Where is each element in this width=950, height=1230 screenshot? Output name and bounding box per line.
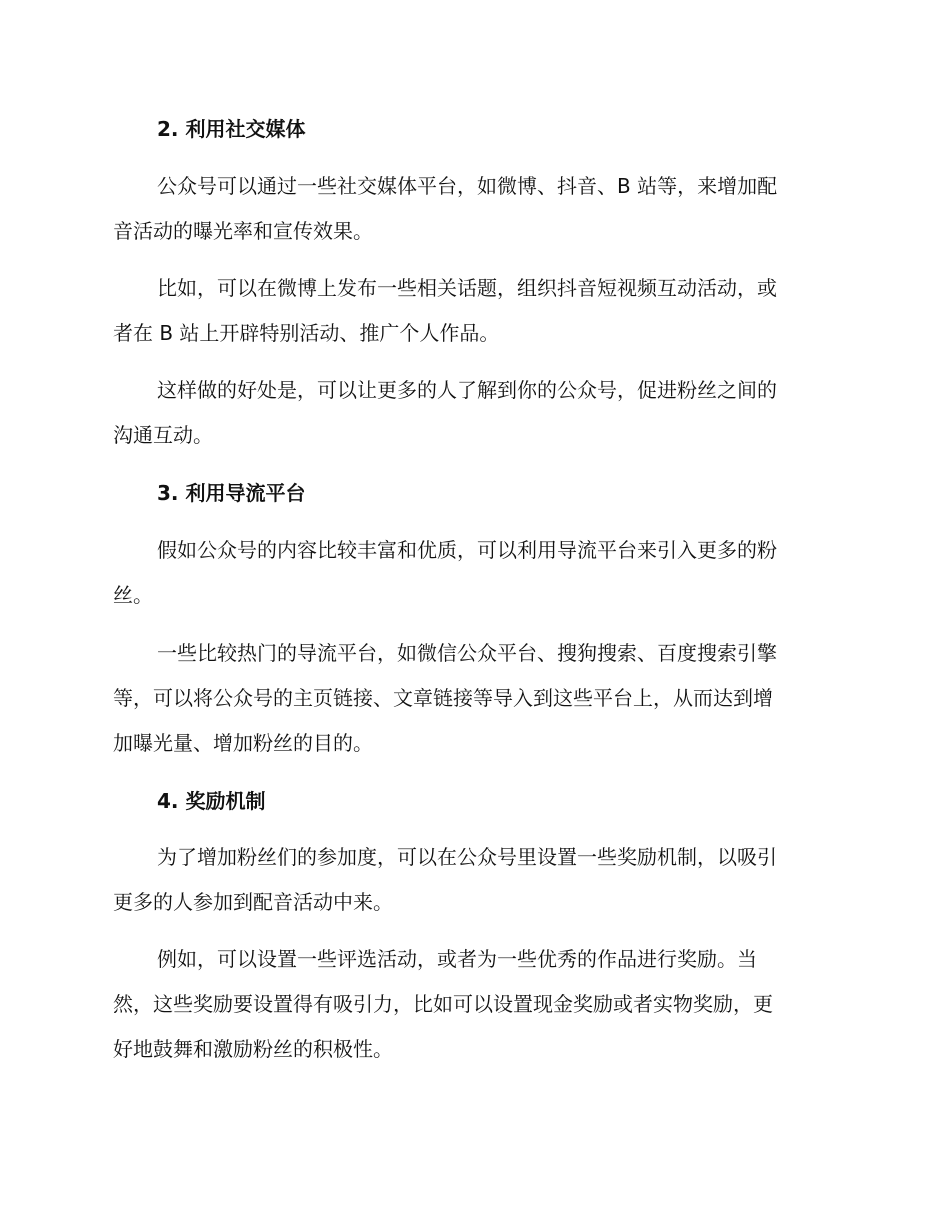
paragraph-line: 丝。	[113, 583, 153, 607]
paragraph-line: 然，这些奖励要设置得有吸引力，比如可以设置现金奖励或者实物奖励，更	[113, 992, 773, 1016]
section-heading: 3. 利用导流平台	[157, 481, 306, 505]
paragraph-line: 沟通互动。	[113, 423, 213, 447]
paragraph-line: 等，可以将公众号的主页链接、文章链接等导入到这些平台上，从而达到增	[113, 686, 773, 710]
paragraph-line: 好地鼓舞和激励粉丝的积极性。	[113, 1037, 393, 1061]
paragraph	[113, 937, 833, 1072]
paragraph-line: 更多的人参加到配音活动中来。	[113, 890, 393, 914]
paragraph-line: 一些比较热门的导流平台，如微信公众平台、搜狗搜索、百度搜索引擎	[157, 641, 777, 665]
paragraph	[113, 835, 833, 925]
paragraph-line: 为了增加粉丝们的参加度，可以在公众号里设置一些奖励机制，以吸引	[157, 845, 777, 869]
paragraph	[113, 631, 833, 766]
paragraph-line: 者在 B 站上开辟特别活动、推广个人作品。	[113, 321, 500, 345]
paragraph-line: 假如公众号的内容比较丰富和优质，可以利用导流平台来引入更多的粉	[157, 538, 777, 562]
paragraph-line: 加曝光量、增加粉丝的目的。	[113, 731, 373, 755]
paragraph	[113, 266, 833, 356]
paragraph-line: 比如，可以在微博上发布一些相关话题，组织抖音短视频互动活动，或	[157, 276, 777, 300]
section-heading: 2. 利用社交媒体	[157, 117, 306, 141]
section-heading: 4. 奖励机制	[157, 789, 266, 813]
paragraph	[113, 164, 833, 254]
paragraph-line: 例如，可以设置一些评选活动，或者为一些优秀的作品进行奖励。当	[157, 947, 757, 971]
paragraph-line: 这样做的好处是，可以让更多的人了解到你的公众号，促进粉丝之间的	[157, 378, 777, 402]
paragraph-line: 公众号可以通过一些社交媒体平台，如微博、抖音、B 站等，来增加配	[157, 174, 778, 198]
paragraph	[113, 528, 833, 618]
paragraph-line: 音活动的曝光率和宣传效果。	[113, 219, 373, 243]
paragraph	[113, 368, 833, 458]
